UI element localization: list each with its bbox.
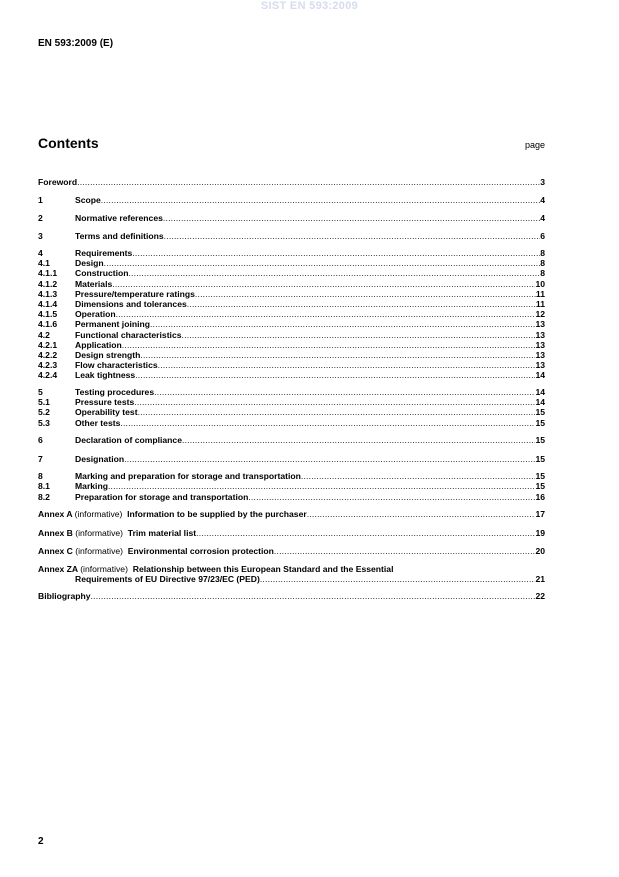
- toc-entry-8[interactable]: [38, 471, 545, 481]
- toc-leader: [122, 340, 536, 350]
- toc-page: 21: [535, 573, 545, 584]
- annex-title: Trim material list: [127, 527, 197, 538]
- toc-page: 13: [535, 339, 545, 350]
- toc-leader: [108, 481, 535, 491]
- toc-page: 12: [535, 309, 545, 320]
- annex-title: Information to be supplied by the purchaser: [127, 509, 307, 520]
- toc-title: Designation: [75, 453, 125, 464]
- toc-page: 13: [535, 319, 545, 330]
- toc-title: [38, 564, 393, 574]
- toc-page: 3: [540, 177, 545, 187]
- toc-title: Scope: [75, 195, 101, 205]
- toc-number: 4: [38, 248, 43, 258]
- toc-entry-5-2[interactable]: [38, 407, 545, 417]
- toc-number: 5.2: [38, 407, 50, 418]
- toc-number: 5: [38, 386, 43, 397]
- toc-page: 6: [540, 231, 545, 241]
- toc-title: Permanent joining: [75, 319, 150, 330]
- toc-page: 20: [535, 546, 545, 557]
- toc-entry-2[interactable]: [38, 212, 545, 224]
- toc-page: 13: [535, 360, 545, 371]
- toc-number: 8: [38, 471, 43, 482]
- toc-entry-7[interactable]: [38, 453, 545, 465]
- toc-title: Normative references: [75, 213, 163, 223]
- toc-entry-foreword[interactable]: [38, 176, 545, 188]
- toc-page: 11: [535, 298, 545, 309]
- toc-title: Marking and preparation for storage and transportation: [75, 471, 301, 482]
- toc-leader: [150, 319, 535, 329]
- toc-page: 13: [535, 329, 545, 340]
- toc-number: 4.1.3: [38, 288, 58, 299]
- toc-title: Design strength: [75, 349, 141, 360]
- toc-number: 6: [38, 435, 43, 446]
- toc-leader: [138, 407, 536, 417]
- toc-leader: [196, 527, 535, 539]
- toc-number: 1: [38, 195, 43, 205]
- toc-number: 5.1: [38, 397, 50, 408]
- toc-title: Requirements: [75, 248, 133, 258]
- toc-leader: [158, 360, 536, 370]
- toc-title: Dimensions and tolerances: [75, 298, 187, 309]
- annex-label: Annex A: [38, 509, 73, 520]
- toc-number: 4.2: [38, 329, 50, 340]
- toc-title: Design: [75, 258, 104, 269]
- toc-number: 4.2.3: [38, 360, 58, 371]
- toc-page: 14: [535, 397, 545, 408]
- toc-entry-4-1-6[interactable]: [38, 319, 545, 329]
- page-title: Contents: [38, 135, 99, 151]
- toc-entry-4-2[interactable]: [38, 330, 545, 340]
- toc-leader: [104, 258, 541, 268]
- toc-leader: [112, 279, 535, 289]
- toc-leader: [134, 397, 535, 407]
- toc-title: Construction: [75, 268, 129, 279]
- toc-page: 15: [535, 407, 545, 418]
- toc-page: 15: [535, 435, 545, 446]
- toc-number: 7: [38, 453, 43, 464]
- toc-title: Functional characteristics: [75, 329, 182, 340]
- toc-leader: [128, 268, 540, 278]
- page-number: 2: [38, 836, 44, 847]
- annex-qualifier: (informative): [80, 563, 128, 574]
- toc-leader: [182, 434, 535, 446]
- toc-leader: [91, 590, 536, 602]
- toc-entry-6[interactable]: [38, 434, 545, 446]
- toc-title: Other tests: [75, 417, 121, 428]
- annex-label: Annex C: [38, 546, 73, 557]
- toc-leader: [120, 418, 535, 428]
- toc-title: [38, 508, 307, 520]
- toc-number: 4.1.4: [38, 298, 58, 309]
- toc-title: Pressure/temperature ratings: [75, 288, 195, 299]
- toc-number: 4.1.5: [38, 309, 58, 320]
- table-of-contents: [38, 176, 545, 602]
- annex-qualifier: (informative): [75, 546, 124, 557]
- toc-leader: [140, 350, 535, 360]
- toc-leader: [307, 508, 536, 520]
- toc-page: 4: [540, 213, 545, 223]
- toc-title: Terms and definitions: [75, 231, 164, 241]
- toc-leader: [154, 387, 535, 397]
- toc-entry-5-3[interactable]: [38, 418, 545, 428]
- toc-number: 5.3: [38, 417, 50, 428]
- toc-title: Declaration of compliance: [75, 435, 182, 446]
- toc-entry-4-2-4[interactable]: [38, 370, 545, 380]
- toc-line: [38, 564, 545, 574]
- toc-entry-annex-a[interactable]: [38, 508, 545, 520]
- toc-leader: [101, 194, 540, 206]
- toc-entry-4-1-2[interactable]: [38, 279, 545, 289]
- toc-leader: [132, 248, 540, 258]
- toc-page: 8: [540, 268, 545, 279]
- toc-entry-4-1-4[interactable]: [38, 299, 545, 309]
- toc-page: 15: [535, 471, 545, 482]
- toc-leader: [301, 471, 536, 481]
- toc-page: 8: [540, 248, 545, 258]
- toc-title: Leak tightness: [75, 370, 136, 381]
- toc-title: [38, 527, 196, 539]
- toc-page: 15: [535, 481, 545, 492]
- toc-number: 3: [38, 231, 43, 241]
- toc-page: 13: [535, 349, 545, 360]
- toc-title: Flow characteristics: [75, 360, 158, 371]
- toc-title: Materials: [75, 278, 113, 289]
- toc-title: [38, 545, 274, 557]
- toc-entry-4-2-1[interactable]: [38, 340, 545, 350]
- toc-title: Marking: [75, 481, 108, 492]
- toc-page: 14: [535, 386, 545, 397]
- toc-number: 4.2.4: [38, 370, 58, 381]
- toc-page: 19: [535, 527, 545, 538]
- toc-page: 15: [535, 453, 545, 464]
- toc-leader: [274, 545, 536, 557]
- toc-entry-annex-za[interactable]: [38, 564, 545, 584]
- toc-entry-5-1[interactable]: [38, 397, 545, 407]
- toc-page: 22: [535, 591, 545, 602]
- page-column-label: page: [524, 140, 545, 150]
- toc-number: 4.2.1: [38, 339, 58, 350]
- toc-leader: [77, 176, 540, 188]
- toc-number: 4.1.1: [38, 268, 58, 279]
- annex-qualifier: (informative): [75, 527, 124, 538]
- toc-entry-4-1[interactable]: [38, 258, 545, 268]
- toc-title: Bibliography: [38, 591, 91, 602]
- toc-line: [38, 574, 545, 584]
- toc-leader: [164, 230, 541, 242]
- toc-page: 14: [535, 370, 545, 381]
- toc-leader: [182, 330, 536, 340]
- toc-entry-annex-c[interactable]: [38, 545, 545, 557]
- watermark: SIST EN 593:2009: [260, 0, 359, 12]
- toc-leader: [187, 299, 536, 309]
- toc-number: 4.1.2: [38, 278, 58, 289]
- toc-leader: [195, 289, 536, 299]
- toc-title: Testing procedures: [75, 386, 155, 397]
- annex-title: Relationship between this European Standard and the Essential: [132, 563, 394, 574]
- toc-page: 11: [535, 288, 545, 299]
- toc-entry-8-2[interactable]: [38, 492, 545, 502]
- toc-page: 16: [535, 491, 545, 502]
- toc-title: Foreword: [38, 177, 78, 187]
- toc-page: 8: [540, 258, 545, 269]
- toc-entry-4-1-1[interactable]: [38, 268, 545, 278]
- toc-page: 17: [535, 509, 545, 520]
- toc-leader: [116, 309, 536, 319]
- toc-page: 15: [535, 417, 545, 428]
- toc-number: 4.1: [38, 258, 50, 269]
- toc-entry-1[interactable]: [38, 194, 545, 206]
- toc-title: Preparation for storage and transportation: [75, 491, 249, 502]
- toc-entry-5[interactable]: [38, 387, 545, 397]
- toc-title: Operation: [75, 309, 116, 320]
- annex-label: Annex B: [38, 527, 73, 538]
- annex-title: Environmental corrosion protection: [127, 546, 274, 557]
- document-id: EN 593:2009 (E): [38, 38, 114, 49]
- toc-entry-bibliography[interactable]: [38, 590, 545, 602]
- toc-entry-4-2-3[interactable]: [38, 360, 545, 370]
- toc-entry-4-1-5[interactable]: [38, 309, 545, 319]
- toc-leader: [260, 574, 536, 584]
- toc-entry-annex-b[interactable]: [38, 527, 545, 539]
- toc-title: Pressure tests: [75, 397, 135, 408]
- toc-number: 8.2: [38, 491, 50, 502]
- annex-label: Annex ZA: [38, 563, 78, 574]
- toc-number: 4.2.2: [38, 349, 58, 360]
- toc-page: 4: [540, 195, 545, 205]
- toc-leader: [124, 453, 535, 465]
- toc-entry-4[interactable]: [38, 248, 545, 258]
- toc-title: Operability test: [75, 407, 138, 418]
- toc-leader: [135, 370, 535, 380]
- toc-number: 8.1: [38, 481, 50, 492]
- annex-qualifier: (informative): [74, 509, 123, 520]
- toc-number: 2: [38, 213, 43, 223]
- annex-title-continued: Requirements of EU Directive 97/23/EC (PED): [75, 573, 260, 584]
- toc-entry-8-1[interactable]: [38, 481, 545, 491]
- toc-number: 4.1.6: [38, 319, 58, 330]
- toc-title: Application: [75, 339, 122, 350]
- toc-entry-4-1-3[interactable]: [38, 289, 545, 299]
- toc-leader: [248, 492, 535, 502]
- toc-leader: [163, 212, 540, 224]
- toc-page: 10: [535, 278, 545, 289]
- toc-entry-4-2-2[interactable]: [38, 350, 545, 360]
- toc-entry-3[interactable]: [38, 230, 545, 242]
